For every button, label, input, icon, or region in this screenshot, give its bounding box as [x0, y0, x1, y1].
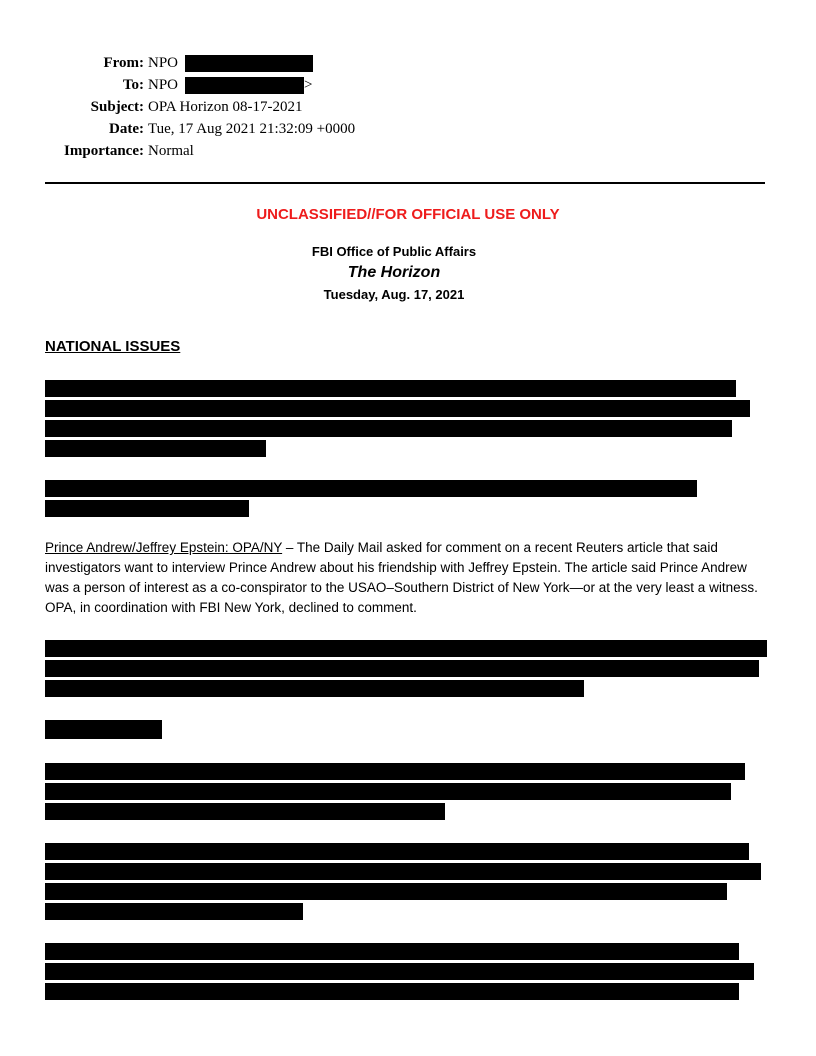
redaction-bar — [45, 480, 697, 497]
section-heading: NATIONAL ISSUES — [45, 338, 181, 355]
to-value: NPO — [148, 77, 179, 93]
to-label: To: — [122, 77, 144, 93]
redaction-bar — [45, 400, 750, 417]
subject-label: Subject: — [90, 99, 144, 115]
subject-row — [0, 96, 816, 118]
redaction-bar — [45, 963, 754, 980]
redaction-bar — [45, 640, 767, 657]
redaction-to — [185, 77, 304, 94]
importance-value: Normal — [148, 143, 194, 159]
office-name: FBI Office of Public Affairs — [311, 244, 477, 259]
from-value: NPO — [148, 55, 179, 71]
redaction-bar — [45, 983, 739, 1000]
redaction-bar — [45, 380, 736, 397]
article-paragraph — [45, 538, 773, 618]
importance-row — [0, 140, 816, 162]
redaction-bar — [45, 660, 759, 677]
date-value: Tue, 17 Aug 2021 21:32:09 +0000 — [148, 121, 356, 137]
redaction-bar — [45, 903, 303, 920]
date-row — [0, 118, 816, 140]
redaction-bar — [45, 783, 731, 800]
from-label: From: — [103, 55, 144, 71]
from-row — [0, 52, 816, 74]
classification-banner: UNCLASSIFIED//FOR OFFICIAL USE ONLY — [256, 206, 560, 223]
redaction-heading — [45, 720, 162, 739]
article-lead: Prince Andrew/Jeffrey Epstein: OPA/NY — [45, 540, 283, 555]
article-body: – The Daily Mail asked for comment on a recent Reuters article that said investigators want to interview Prince Andrew about his friendship with Jeffrey Epstein. The article said Prince Andrew was a person of interest as a co-conspirator to the USAO–Southern District of New York—or at the very least a witness. OPA, in coordination with FBI New York, declined to comment. — [45, 540, 758, 615]
to-row — [0, 74, 816, 96]
redaction-bar — [45, 420, 732, 437]
redaction-bar — [45, 440, 266, 457]
header-divider — [45, 182, 765, 184]
publication-title: The Horizon — [347, 264, 441, 281]
redaction-from — [185, 55, 313, 72]
redaction-bar — [45, 883, 727, 900]
redaction-bar — [45, 943, 739, 960]
redaction-bar — [45, 863, 761, 880]
redaction-bar — [45, 843, 749, 860]
redaction-bar — [45, 763, 745, 780]
redaction-bar — [45, 680, 584, 697]
publication-date: Tuesday, Aug. 17, 2021 — [323, 287, 465, 302]
subject-value: OPA Horizon 08-17-2021 — [148, 99, 303, 115]
redaction-bar — [45, 500, 249, 517]
to-suffix: > — [304, 77, 313, 93]
date-label: Date: — [109, 121, 144, 137]
redaction-bar — [45, 803, 445, 820]
importance-label: Importance: — [64, 143, 144, 159]
